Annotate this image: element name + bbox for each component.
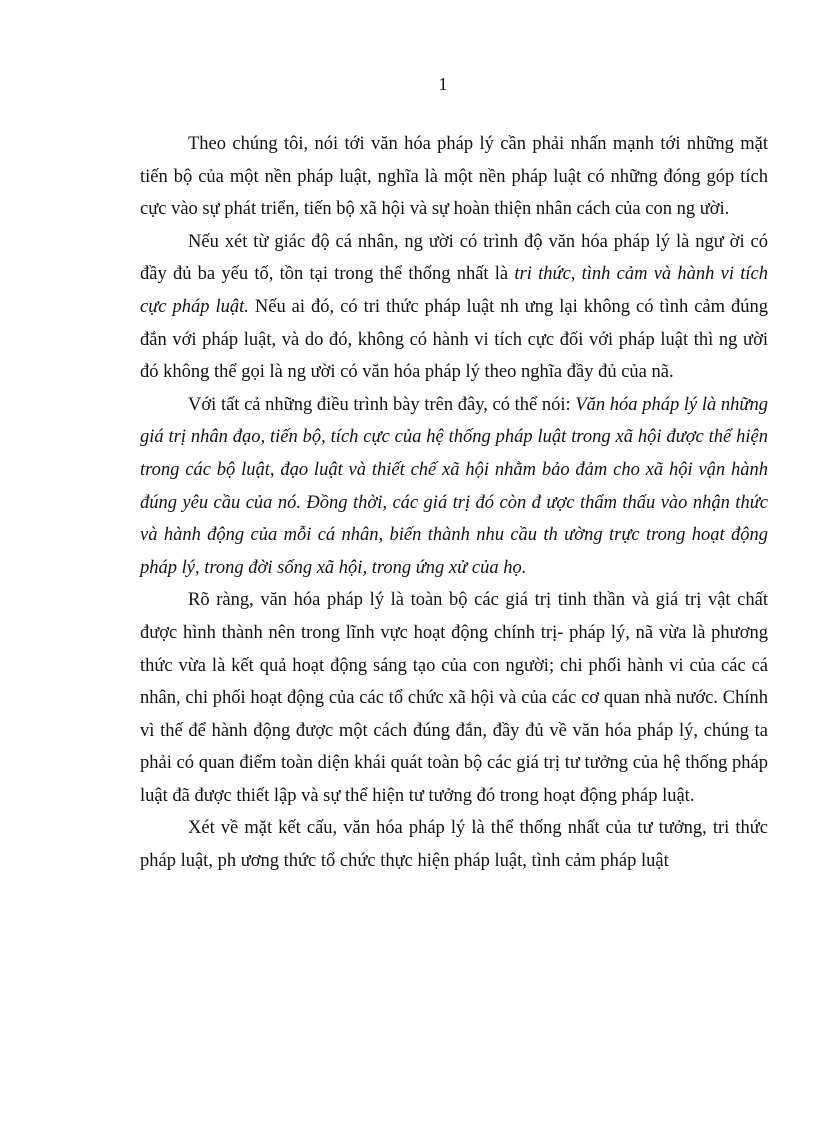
paragraph-text: Theo chúng tôi, nói tới văn hóa pháp lý cần phải nhấn mạnh tới những mặt tiến bộ của một nền pháp luật, nghĩa là một nền pháp luật có những đóng góp tích cực vào sự phát triển, tiến bộ xã hội và sự hoàn thiện nhân cách của con ng ười. <box>140 134 768 220</box>
paragraph-italic-text: Văn hóa pháp lý là những giá trị nhân đạo, tiến bộ, tích cực của hệ thống pháp luật trong xã hội được thể hiện trong các bộ luật, đạo luật và thiết chế xã hội nhằm bảo đảm cho xã hội vận hành đúng yêu cầu của nó. Đồng thời, các giá trị đó còn đ ược thẩm thấu vào nhận thức và hành động của mỗi cá nhân, biến thành nhu cầu th ường trực trong hoạt động pháp lý, trong đời sống xã hội, trong ứng xử của họ. <box>140 394 769 578</box>
paragraph <box>140 812 768 877</box>
paragraph-text: Với tất cả những điều trình bày trên đây, có thể nói: <box>188 394 576 415</box>
paragraph-text: Nếu xét từ giác độ cá nhân, ng ười có trình độ văn hóa pháp lý là ngư ời có đầy đủ ba yếu tố, tồn tại trong thể thống nhất là <box>140 231 768 285</box>
paragraph-text: Xét về mặt kết cấu, văn hóa pháp lý là thể thống nhất của tư tưởng, tri thức pháp luật, ph ương thức tổ chức thực hiện pháp luật, tình cảm pháp luật <box>140 818 768 872</box>
page-number: 1 <box>438 74 448 94</box>
paragraph-text: Rõ ràng, văn hóa pháp lý là toàn bộ các giá trị tinh thần và giá trị vật chất được hình thành nên trong lĩnh vực hoạt động chính trị- pháp lý, nã vừa là phương thức vừa là kết quả hoạt động sáng tạo của con người; chi phối hành vi của các cá nhân, chi phối hoạt động của các tổ chức xã hội và của các cơ quan nhà nước. Chính vì thế để hành động được một cách đúng đắn, đầy đủ về văn hóa pháp lý, chúng ta phải có quan điểm toàn diện khái quát toàn bộ các giá trị tư tưởng của hệ thống pháp luật đã được thiết lập và sự thể hiện tư tưởng đó trong hoạt động pháp luật. <box>140 590 768 806</box>
paragraph <box>140 584 768 812</box>
paragraph <box>140 226 768 389</box>
body-text <box>140 128 768 878</box>
paragraph <box>140 128 768 226</box>
paragraph <box>140 389 768 585</box>
paragraph-text: Nếu ai đó, có tri thức pháp luật nh ưng lại không có tình cảm đúng đắn với pháp luật, và do đó, không có hành vi tích cực đối với pháp luật thì ng ười đó không thể gọi là ng ười có văn hóa pháp lý theo nghĩa đầy đủ của nã. <box>140 296 768 383</box>
paragraph-italic-text: tri thức, tình cảm và hành vi tích cực pháp luật. <box>140 264 768 317</box>
